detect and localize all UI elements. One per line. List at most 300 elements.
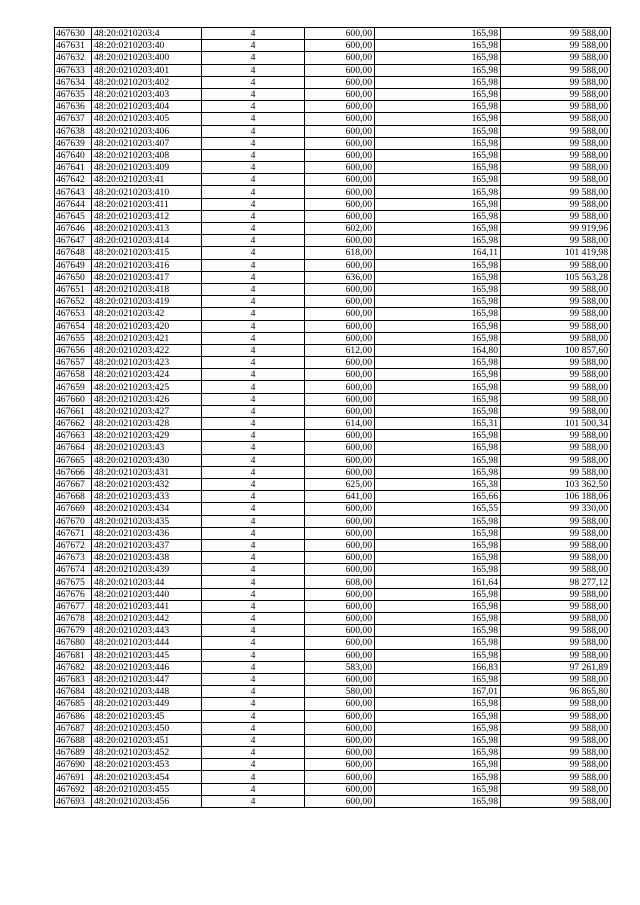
cell-cadastral-number: 48:20:0210203:423 xyxy=(92,357,202,369)
cell-cadastral-number: 48:20:0210203:413 xyxy=(92,223,202,235)
cell-specific-value: 165,98 xyxy=(375,137,501,149)
cell-row-number: 467693 xyxy=(55,795,92,807)
table-row xyxy=(55,552,611,564)
cell-specific-value: 165,98 xyxy=(375,113,501,125)
cell-category: 4 xyxy=(202,503,305,515)
cell-specific-value: 167,01 xyxy=(375,686,501,698)
table-row xyxy=(55,40,611,52)
cell-specific-value: 164,80 xyxy=(375,344,501,356)
cell-area: 600,00 xyxy=(305,357,375,369)
cell-area: 600,00 xyxy=(305,283,375,295)
cell-cadastral-number: 48:20:0210203:450 xyxy=(92,722,202,734)
cell-row-number: 467641 xyxy=(55,162,92,174)
cell-cadastral-value: 99 588,00 xyxy=(501,210,611,222)
table-row xyxy=(55,722,611,734)
cell-row-number: 467664 xyxy=(55,442,92,454)
cell-area: 600,00 xyxy=(305,625,375,637)
cell-area: 600,00 xyxy=(305,673,375,685)
cell-area: 614,00 xyxy=(305,418,375,430)
cell-cadastral-number: 48:20:0210203:427 xyxy=(92,405,202,417)
table-row xyxy=(55,734,611,746)
cell-cadastral-number: 48:20:0210203:416 xyxy=(92,259,202,271)
table-row xyxy=(55,320,611,332)
cell-cadastral-number: 48:20:0210203:428 xyxy=(92,418,202,430)
cell-specific-value: 165,98 xyxy=(375,588,501,600)
cell-area: 600,00 xyxy=(305,734,375,746)
cell-cadastral-number: 48:20:0210203:449 xyxy=(92,698,202,710)
cell-cadastral-value: 99 588,00 xyxy=(501,283,611,295)
cell-area: 600,00 xyxy=(305,466,375,478)
cell-cadastral-number: 48:20:0210203:409 xyxy=(92,162,202,174)
cell-category: 4 xyxy=(202,174,305,186)
cell-cadastral-number: 48:20:0210203:437 xyxy=(92,539,202,551)
cell-row-number: 467672 xyxy=(55,539,92,551)
cell-area: 600,00 xyxy=(305,296,375,308)
cell-cadastral-value: 99 588,00 xyxy=(501,625,611,637)
cell-row-number: 467652 xyxy=(55,296,92,308)
cell-category: 4 xyxy=(202,76,305,88)
cell-category: 4 xyxy=(202,539,305,551)
cell-specific-value: 165,98 xyxy=(375,771,501,783)
cell-category: 4 xyxy=(202,125,305,137)
cell-cadastral-value: 99 588,00 xyxy=(501,722,611,734)
cell-area: 600,00 xyxy=(305,515,375,527)
cell-specific-value: 165,98 xyxy=(375,28,501,40)
cell-cadastral-value: 101 419,98 xyxy=(501,247,611,259)
cell-category: 4 xyxy=(202,113,305,125)
cell-area: 600,00 xyxy=(305,722,375,734)
table-row xyxy=(55,247,611,259)
cell-specific-value: 165,98 xyxy=(375,357,501,369)
cell-cadastral-value: 99 588,00 xyxy=(501,759,611,771)
cell-specific-value: 165,98 xyxy=(375,430,501,442)
cell-category: 4 xyxy=(202,149,305,161)
cell-cadastral-value: 106 188,06 xyxy=(501,491,611,503)
cell-cadastral-number: 48:20:0210203:455 xyxy=(92,783,202,795)
cell-area: 600,00 xyxy=(305,308,375,320)
cell-cadastral-number: 48:20:0210203:426 xyxy=(92,393,202,405)
cell-cadastral-number: 48:20:0210203:452 xyxy=(92,747,202,759)
cell-category: 4 xyxy=(202,613,305,625)
cell-cadastral-value: 99 588,00 xyxy=(501,673,611,685)
table-row xyxy=(55,637,611,649)
cell-cadastral-number: 48:20:0210203:422 xyxy=(92,344,202,356)
cell-specific-value: 165,98 xyxy=(375,722,501,734)
cell-row-number: 467642 xyxy=(55,174,92,186)
cell-cadastral-number: 48:20:0210203:445 xyxy=(92,649,202,661)
cell-cadastral-number: 48:20:0210203:44 xyxy=(92,576,202,588)
cell-specific-value: 165,98 xyxy=(375,40,501,52)
table-row xyxy=(55,52,611,64)
cell-cadastral-value: 99 588,00 xyxy=(501,101,611,113)
cell-row-number: 467655 xyxy=(55,332,92,344)
cell-area: 600,00 xyxy=(305,162,375,174)
table-row xyxy=(55,588,611,600)
cell-cadastral-value: 99 588,00 xyxy=(501,88,611,100)
cell-category: 4 xyxy=(202,320,305,332)
cell-cadastral-value: 99 588,00 xyxy=(501,466,611,478)
cell-category: 4 xyxy=(202,405,305,417)
cell-area: 600,00 xyxy=(305,381,375,393)
cell-area: 600,00 xyxy=(305,198,375,210)
cell-category: 4 xyxy=(202,235,305,247)
cadastral-value-table xyxy=(54,27,611,808)
cell-specific-value: 165,98 xyxy=(375,564,501,576)
cell-cadastral-number: 48:20:0210203:430 xyxy=(92,454,202,466)
cell-specific-value: 165,98 xyxy=(375,405,501,417)
table-row xyxy=(55,783,611,795)
cell-area: 625,00 xyxy=(305,478,375,490)
table-row xyxy=(55,393,611,405)
cell-cadastral-number: 48:20:0210203:432 xyxy=(92,478,202,490)
cell-area: 600,00 xyxy=(305,747,375,759)
cell-row-number: 467667 xyxy=(55,478,92,490)
cell-category: 4 xyxy=(202,527,305,539)
cell-area: 600,00 xyxy=(305,613,375,625)
cell-row-number: 467680 xyxy=(55,637,92,649)
cell-category: 4 xyxy=(202,637,305,649)
cell-category: 4 xyxy=(202,442,305,454)
cell-area: 600,00 xyxy=(305,259,375,271)
cell-cadastral-value: 99 588,00 xyxy=(501,149,611,161)
cell-area: 600,00 xyxy=(305,76,375,88)
table-row xyxy=(55,759,611,771)
cell-specific-value: 165,98 xyxy=(375,393,501,405)
cell-cadastral-number: 48:20:0210203:454 xyxy=(92,771,202,783)
table-row xyxy=(55,271,611,283)
cell-cadastral-value: 99 588,00 xyxy=(501,637,611,649)
cell-cadastral-value: 99 588,00 xyxy=(501,113,611,125)
cell-cadastral-value: 99 588,00 xyxy=(501,734,611,746)
table-row xyxy=(55,430,611,442)
table-row xyxy=(55,503,611,515)
cell-cadastral-number: 48:20:0210203:401 xyxy=(92,64,202,76)
cell-row-number: 467685 xyxy=(55,698,92,710)
cell-cadastral-value: 99 588,00 xyxy=(501,795,611,807)
cell-row-number: 467671 xyxy=(55,527,92,539)
cell-specific-value: 165,98 xyxy=(375,210,501,222)
cell-category: 4 xyxy=(202,296,305,308)
cell-category: 4 xyxy=(202,344,305,356)
cell-area: 600,00 xyxy=(305,552,375,564)
cell-cadastral-value: 99 588,00 xyxy=(501,296,611,308)
table-row xyxy=(55,125,611,137)
cell-area: 641,00 xyxy=(305,491,375,503)
cell-area: 600,00 xyxy=(305,113,375,125)
cell-area: 583,00 xyxy=(305,661,375,673)
cell-area: 600,00 xyxy=(305,235,375,247)
cell-cadastral-value: 99 588,00 xyxy=(501,174,611,186)
cell-cadastral-value: 99 588,00 xyxy=(501,125,611,137)
table-row xyxy=(55,698,611,710)
cell-cadastral-value: 99 588,00 xyxy=(501,369,611,381)
cell-area: 618,00 xyxy=(305,247,375,259)
cell-cadastral-value: 99 588,00 xyxy=(501,613,611,625)
cell-category: 4 xyxy=(202,576,305,588)
cell-cadastral-number: 48:20:0210203:448 xyxy=(92,686,202,698)
cell-cadastral-number: 48:20:0210203:45 xyxy=(92,710,202,722)
cell-category: 4 xyxy=(202,649,305,661)
cell-specific-value: 165,98 xyxy=(375,710,501,722)
cell-row-number: 467683 xyxy=(55,673,92,685)
cell-specific-value: 165,98 xyxy=(375,613,501,625)
cell-cadastral-value: 99 588,00 xyxy=(501,64,611,76)
cell-cadastral-value: 99 588,00 xyxy=(501,564,611,576)
cell-cadastral-value: 99 588,00 xyxy=(501,137,611,149)
table-row xyxy=(55,332,611,344)
cell-area: 600,00 xyxy=(305,332,375,344)
cell-row-number: 467670 xyxy=(55,515,92,527)
cell-category: 4 xyxy=(202,186,305,198)
cell-cadastral-number: 48:20:0210203:453 xyxy=(92,759,202,771)
cell-row-number: 467654 xyxy=(55,320,92,332)
table-row xyxy=(55,442,611,454)
cell-category: 4 xyxy=(202,369,305,381)
table-row xyxy=(55,344,611,356)
table-row xyxy=(55,613,611,625)
cell-cadastral-value: 99 588,00 xyxy=(501,162,611,174)
cell-specific-value: 165,98 xyxy=(375,259,501,271)
cell-category: 4 xyxy=(202,552,305,564)
cell-area: 600,00 xyxy=(305,527,375,539)
cell-category: 4 xyxy=(202,454,305,466)
cell-cadastral-value: 99 588,00 xyxy=(501,710,611,722)
cell-area: 600,00 xyxy=(305,101,375,113)
cell-cadastral-value: 99 588,00 xyxy=(501,332,611,344)
cell-row-number: 467639 xyxy=(55,137,92,149)
cell-cadastral-number: 48:20:0210203:408 xyxy=(92,149,202,161)
cell-specific-value: 165,98 xyxy=(375,186,501,198)
cell-cadastral-value: 99 588,00 xyxy=(501,357,611,369)
cell-cadastral-number: 48:20:0210203:433 xyxy=(92,491,202,503)
cell-row-number: 467631 xyxy=(55,40,92,52)
cell-specific-value: 165,98 xyxy=(375,332,501,344)
table-row xyxy=(55,259,611,271)
cell-specific-value: 165,98 xyxy=(375,271,501,283)
cell-area: 600,00 xyxy=(305,174,375,186)
cell-row-number: 467634 xyxy=(55,76,92,88)
cell-area: 600,00 xyxy=(305,637,375,649)
cell-cadastral-value: 99 588,00 xyxy=(501,52,611,64)
cell-cadastral-number: 48:20:0210203:402 xyxy=(92,76,202,88)
table-row xyxy=(55,88,611,100)
cell-cadastral-value: 99 330,00 xyxy=(501,503,611,515)
cell-row-number: 467651 xyxy=(55,283,92,295)
cell-row-number: 467690 xyxy=(55,759,92,771)
cell-specific-value: 165,66 xyxy=(375,491,501,503)
table-row xyxy=(55,357,611,369)
cell-category: 4 xyxy=(202,271,305,283)
cell-row-number: 467643 xyxy=(55,186,92,198)
cell-row-number: 467681 xyxy=(55,649,92,661)
cell-cadastral-value: 99 588,00 xyxy=(501,186,611,198)
cell-row-number: 467673 xyxy=(55,552,92,564)
cell-specific-value: 165,98 xyxy=(375,223,501,235)
cell-cadastral-number: 48:20:0210203:420 xyxy=(92,320,202,332)
cell-row-number: 467653 xyxy=(55,308,92,320)
cell-category: 4 xyxy=(202,759,305,771)
cell-specific-value: 165,98 xyxy=(375,649,501,661)
cell-category: 4 xyxy=(202,259,305,271)
cell-category: 4 xyxy=(202,101,305,113)
cell-cadastral-number: 48:20:0210203:417 xyxy=(92,271,202,283)
cell-cadastral-number: 48:20:0210203:404 xyxy=(92,101,202,113)
cell-cadastral-value: 99 588,00 xyxy=(501,28,611,40)
cell-cadastral-number: 48:20:0210203:418 xyxy=(92,283,202,295)
cell-cadastral-number: 48:20:0210203:442 xyxy=(92,613,202,625)
cell-cadastral-value: 99 588,00 xyxy=(501,771,611,783)
table-body xyxy=(55,28,611,808)
table-row xyxy=(55,113,611,125)
cell-category: 4 xyxy=(202,88,305,100)
table-row xyxy=(55,771,611,783)
cell-cadastral-value: 99 588,00 xyxy=(501,198,611,210)
cell-row-number: 467638 xyxy=(55,125,92,137)
cell-row-number: 467691 xyxy=(55,771,92,783)
table-row xyxy=(55,673,611,685)
cell-cadastral-value: 99 588,00 xyxy=(501,552,611,564)
cell-cadastral-number: 48:20:0210203:439 xyxy=(92,564,202,576)
cell-cadastral-number: 48:20:0210203:425 xyxy=(92,381,202,393)
cell-row-number: 467645 xyxy=(55,210,92,222)
cell-cadastral-number: 48:20:0210203:412 xyxy=(92,210,202,222)
cell-specific-value: 165,98 xyxy=(375,64,501,76)
table-row xyxy=(55,418,611,430)
cell-specific-value: 166,83 xyxy=(375,661,501,673)
cell-category: 4 xyxy=(202,418,305,430)
table-row xyxy=(55,576,611,588)
cell-category: 4 xyxy=(202,686,305,698)
cell-specific-value: 165,98 xyxy=(375,539,501,551)
cell-row-number: 467636 xyxy=(55,101,92,113)
cell-cadastral-value: 99 588,00 xyxy=(501,600,611,612)
cell-row-number: 467686 xyxy=(55,710,92,722)
cell-category: 4 xyxy=(202,588,305,600)
cell-specific-value: 165,98 xyxy=(375,369,501,381)
cell-row-number: 467679 xyxy=(55,625,92,637)
cell-specific-value: 164,11 xyxy=(375,247,501,259)
cell-category: 4 xyxy=(202,40,305,52)
cell-cadastral-number: 48:20:0210203:406 xyxy=(92,125,202,137)
cell-specific-value: 165,98 xyxy=(375,76,501,88)
cell-row-number: 467644 xyxy=(55,198,92,210)
cell-area: 600,00 xyxy=(305,783,375,795)
cell-row-number: 467662 xyxy=(55,418,92,430)
table-row xyxy=(55,564,611,576)
cell-cadastral-number: 48:20:0210203:434 xyxy=(92,503,202,515)
table-row xyxy=(55,466,611,478)
cell-row-number: 467675 xyxy=(55,576,92,588)
cell-specific-value: 165,98 xyxy=(375,174,501,186)
cell-row-number: 467676 xyxy=(55,588,92,600)
cell-specific-value: 165,98 xyxy=(375,759,501,771)
table-row xyxy=(55,149,611,161)
cell-cadastral-number: 48:20:0210203:451 xyxy=(92,734,202,746)
cell-specific-value: 165,98 xyxy=(375,795,501,807)
cell-cadastral-number: 48:20:0210203:444 xyxy=(92,637,202,649)
cell-cadastral-value: 96 865,80 xyxy=(501,686,611,698)
cell-area: 600,00 xyxy=(305,125,375,137)
cell-category: 4 xyxy=(202,564,305,576)
cell-cadastral-value: 99 588,00 xyxy=(501,747,611,759)
cell-specific-value: 165,98 xyxy=(375,747,501,759)
cell-area: 600,00 xyxy=(305,186,375,198)
cell-cadastral-value: 99 588,00 xyxy=(501,454,611,466)
cell-specific-value: 165,98 xyxy=(375,198,501,210)
cell-row-number: 467668 xyxy=(55,491,92,503)
cell-category: 4 xyxy=(202,661,305,673)
cell-cadastral-value: 99 588,00 xyxy=(501,393,611,405)
table-row xyxy=(55,64,611,76)
cell-area: 600,00 xyxy=(305,320,375,332)
cell-cadastral-value: 99 588,00 xyxy=(501,76,611,88)
cell-category: 4 xyxy=(202,747,305,759)
cell-specific-value: 165,98 xyxy=(375,235,501,247)
cell-category: 4 xyxy=(202,357,305,369)
cell-specific-value: 165,98 xyxy=(375,454,501,466)
cell-cadastral-number: 48:20:0210203:419 xyxy=(92,296,202,308)
cell-area: 600,00 xyxy=(305,369,375,381)
cell-cadastral-value: 97 261,89 xyxy=(501,661,611,673)
cell-cadastral-number: 48:20:0210203:43 xyxy=(92,442,202,454)
cell-category: 4 xyxy=(202,491,305,503)
cell-cadastral-value: 99 588,00 xyxy=(501,588,611,600)
table-row xyxy=(55,381,611,393)
cell-cadastral-number: 48:20:0210203:435 xyxy=(92,515,202,527)
cell-specific-value: 165,98 xyxy=(375,625,501,637)
cell-cadastral-number: 48:20:0210203:400 xyxy=(92,52,202,64)
cell-category: 4 xyxy=(202,795,305,807)
cell-cadastral-value: 98 277,12 xyxy=(501,576,611,588)
cell-cadastral-number: 48:20:0210203:431 xyxy=(92,466,202,478)
table-row xyxy=(55,405,611,417)
cell-category: 4 xyxy=(202,698,305,710)
cell-specific-value: 165,98 xyxy=(375,308,501,320)
cell-category: 4 xyxy=(202,393,305,405)
cell-row-number: 467647 xyxy=(55,235,92,247)
table-row xyxy=(55,686,611,698)
cell-cadastral-number: 48:20:0210203:443 xyxy=(92,625,202,637)
cell-cadastral-number: 48:20:0210203:456 xyxy=(92,795,202,807)
cell-category: 4 xyxy=(202,734,305,746)
cell-row-number: 467660 xyxy=(55,393,92,405)
cell-cadastral-number: 48:20:0210203:421 xyxy=(92,332,202,344)
cell-area: 600,00 xyxy=(305,503,375,515)
cell-category: 4 xyxy=(202,28,305,40)
cell-cadastral-number: 48:20:0210203:405 xyxy=(92,113,202,125)
cell-cadastral-value: 99 588,00 xyxy=(501,235,611,247)
cell-row-number: 467661 xyxy=(55,405,92,417)
cell-specific-value: 165,98 xyxy=(375,296,501,308)
table-row xyxy=(55,235,611,247)
table-row xyxy=(55,515,611,527)
cell-area: 600,00 xyxy=(305,405,375,417)
cell-cadastral-value: 99 588,00 xyxy=(501,649,611,661)
cell-area: 600,00 xyxy=(305,64,375,76)
table-row xyxy=(55,283,611,295)
cell-area: 612,00 xyxy=(305,344,375,356)
table-row xyxy=(55,539,611,551)
cell-category: 4 xyxy=(202,332,305,344)
cell-row-number: 467684 xyxy=(55,686,92,698)
cell-cadastral-value: 99 588,00 xyxy=(501,40,611,52)
cell-cadastral-number: 48:20:0210203:415 xyxy=(92,247,202,259)
cell-cadastral-value: 99 588,00 xyxy=(501,308,611,320)
cell-row-number: 467635 xyxy=(55,88,92,100)
table-row xyxy=(55,747,611,759)
cell-cadastral-value: 100 857,60 xyxy=(501,344,611,356)
cell-area: 580,00 xyxy=(305,686,375,698)
